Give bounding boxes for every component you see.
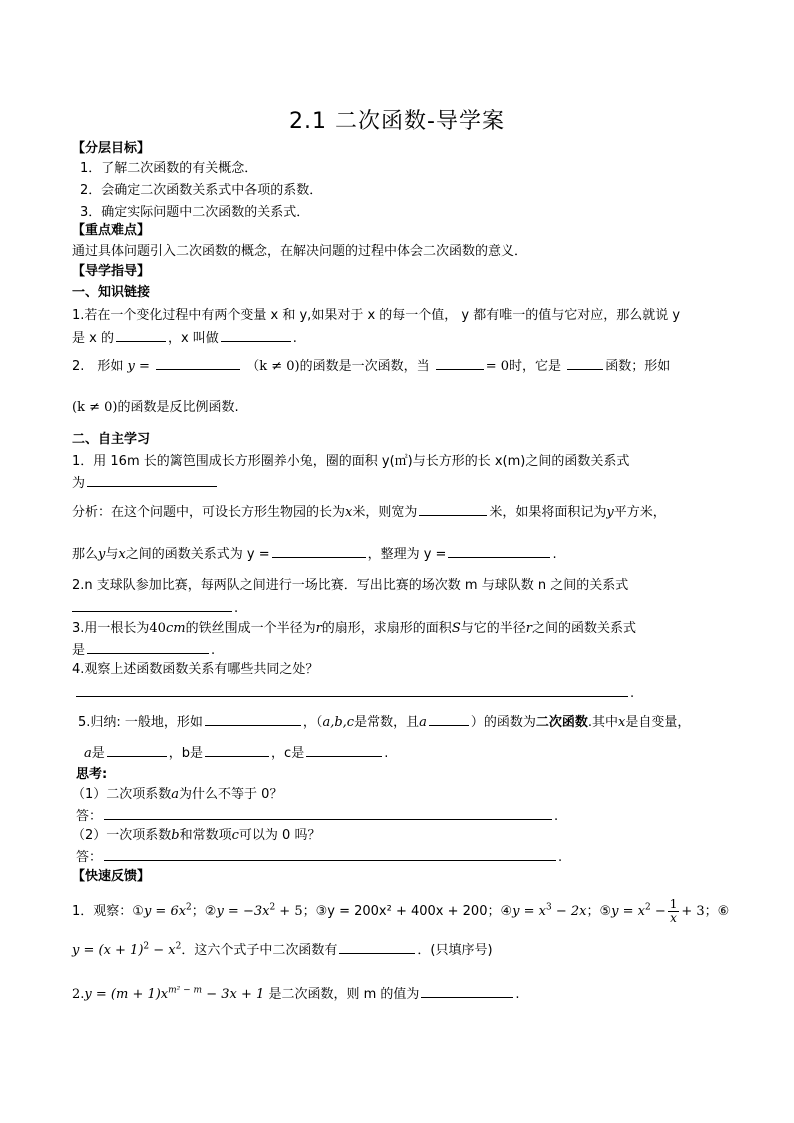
goal-item-3: 3．确定实际问题中二次函数的关系式． [80, 205, 310, 220]
blank-c-name[interactable] [306, 743, 382, 757]
blank-b-name[interactable] [205, 743, 269, 757]
guide-heading: 【导学指导】 [72, 264, 151, 279]
blank-variable-name[interactable] [221, 328, 291, 342]
page-title: 2.1 二次函数-导学案 [289, 109, 505, 134]
key-text: 通过具体问题引入二次函数的概念，在解决问题的过程中体会二次函数的意义． [72, 244, 528, 259]
knowledge-q2-line2: (k ≠ 0)的函数是反比例函数. [72, 400, 239, 415]
feedback-q2: $2.y = (m + 1)x^{m^2 - m} - 3x + 1$ 是二次函数，则 m 的值为 . [72, 985, 520, 1002]
fraction-one-over-x: $\frac{1}{x}$ [669, 897, 678, 925]
think-q1-answer: 答： . [76, 806, 558, 826]
blank-area-relation[interactable] [87, 473, 217, 487]
think-q1: （1）二次项系数a为什么不等于 0？ [72, 787, 283, 802]
blank-area-expression[interactable] [272, 544, 366, 558]
feedback-heading: 【快速反馈】 [72, 869, 151, 884]
study-q4: 4.观察上述函数函数关系有哪些共同之处？ [72, 662, 319, 677]
goal-item-1: 1．了解二次函数的有关概念． [80, 161, 258, 176]
analysis-line1: 分析：在这个问题中，可设长方形生物园的长为x米，则宽为 米，如果将面积记为y平方米， [72, 502, 666, 523]
blank-m-value[interactable] [421, 984, 513, 998]
subsection-knowledge: 一、知识链接 [72, 285, 151, 300]
study-q2-line1: 2.n 支球队参加比赛，每两队之间进行一场比赛．写出比赛的场次数 m 与球队数 n 之间的关系式 [72, 578, 629, 593]
blank-simplified-expression[interactable] [448, 544, 550, 558]
blank-function-of[interactable] [116, 328, 166, 342]
blank-common-features[interactable] [76, 683, 628, 697]
blank-a-condition[interactable] [429, 712, 469, 726]
analysis-line2: 那么y与x之间的函数关系式为 y = ，整理为 y = . [72, 544, 557, 565]
blank-quadratic-indices[interactable] [339, 940, 415, 954]
blank-answer-2[interactable] [104, 847, 556, 861]
study-q5-line1: 5.归纳: 一般地，形如 ，（a,b,c是常数，且a ）的函数为二次函数.其中x是自变量， [78, 712, 690, 733]
blank-a-name[interactable] [107, 743, 167, 757]
study-q3-line1: 3.用一根长为40cm的铁丝围成一个半径为r的扇形，求扇形的面积S与它的半径r之间的函数关系式 [72, 621, 636, 636]
blank-width[interactable] [419, 502, 487, 516]
study-q5-line2: a是 ，b是 ，c是 . [84, 743, 388, 764]
blank-linear-form[interactable] [156, 356, 240, 370]
feedback-q1-line1: 1．观察：①y = $6x^2$；②y = $-3x^2 + 5$；③y = 200x² + 400x + 200；④y = $x^3 - 2x$；⑤y = $x^2$ − $\frac{1}{x}$ + 3；⑥ [72, 897, 730, 925]
think-heading: 思考: [76, 767, 108, 782]
think-q2-answer: 答： . [76, 847, 562, 867]
knowledge-q1-line1: 1.若在一个变化过程中有两个变量 x 和 y,如果对于 x 的每一个值， y 都有唯一的值与它对应，那么就说 y [72, 308, 681, 323]
blank-match-relation[interactable] [72, 598, 232, 612]
knowledge-q2-line1: 2. 形如 y = （k ≠ 0)的函数是一次函数，当 = 0时，它是 函数；形如 [72, 356, 670, 377]
study-q2-line2: . [72, 598, 238, 618]
blank-sector-relation[interactable] [87, 640, 209, 654]
study-q1-line1: 1．用 16m 长的篱笆围成长方形圈养小兔，圈的面积 y(㎡)与长方形的长 x(m)之间的函数关系式 [72, 454, 630, 469]
blank-zero-coefficient[interactable] [436, 356, 484, 370]
goal-item-2: 2．会确定二次函数关系式中各项的系数． [80, 183, 323, 198]
goals-heading: 【分层目标】 [72, 141, 151, 156]
study-q1-line2: 为 [72, 473, 219, 493]
study-q3-line2: 是 . [72, 640, 215, 660]
think-q2: （2）一次项系数b和常数项c可以为 0 吗？ [72, 828, 321, 843]
subsection-self-study: 二、自主学习 [72, 432, 151, 447]
knowledge-q1-line2: 是 x 的 ，x 叫做 . [72, 328, 297, 348]
study-q4-answer: . [72, 683, 634, 703]
blank-function-type[interactable] [567, 356, 603, 370]
key-heading: 【重点难点】 [72, 223, 151, 238]
blank-answer-1[interactable] [104, 806, 552, 820]
feedback-q1-line2: $y = (x + 1)^2 - x^2$．这六个式子中二次函数有 ．(只填序号) [72, 941, 493, 958]
blank-general-form[interactable] [205, 712, 301, 726]
